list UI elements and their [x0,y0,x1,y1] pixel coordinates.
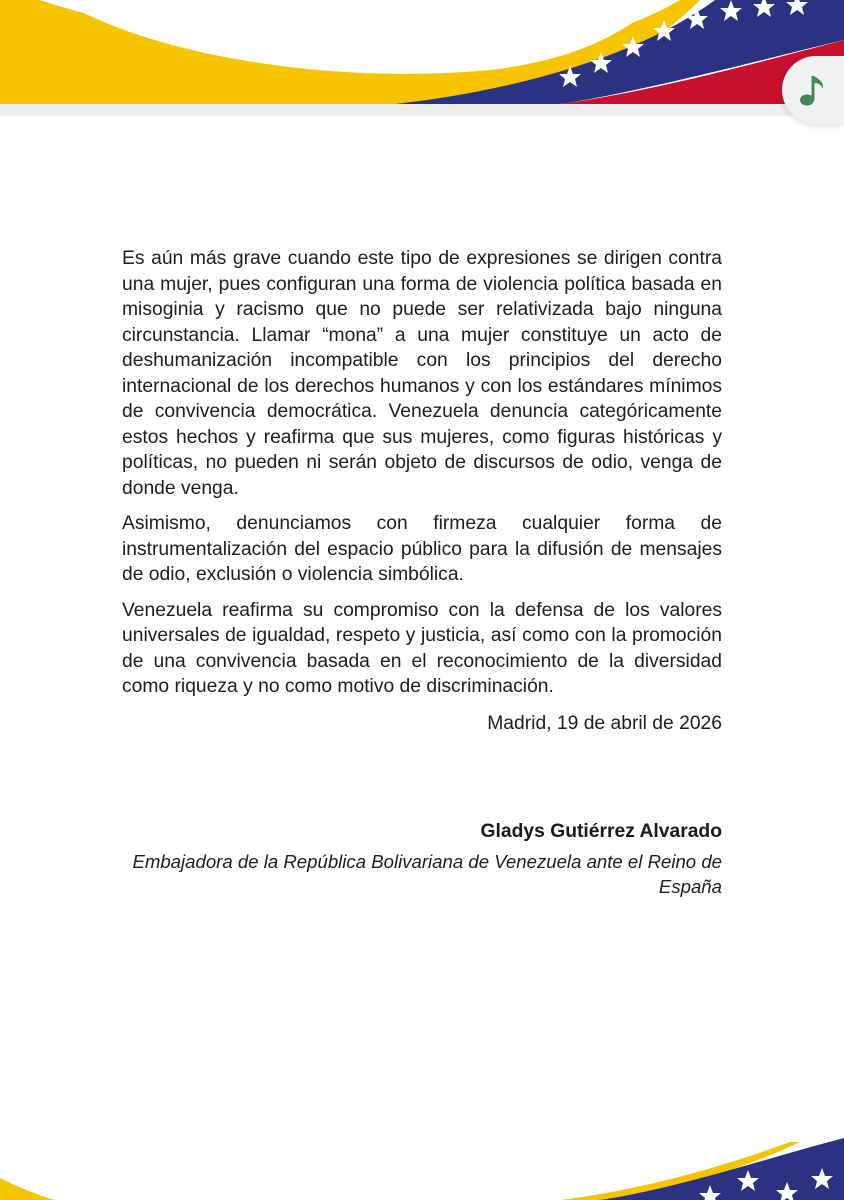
signer-name: Gladys Gutiérrez Alvarado [480,821,722,842]
music-note-icon [798,73,828,107]
flag-wave-graphic [0,0,844,118]
footer-flag-banner [0,1130,844,1200]
header-flag-banner [0,0,844,118]
music-toggle-button[interactable] [782,56,844,124]
signer-title: Embajadora de la República Bolivariana de Venezuela ante el Reino de España [132,851,722,897]
place-date: Madrid, 19 de abril de 2026 [487,713,722,734]
header-separator-strip [0,104,844,116]
letter-body [122,246,722,710]
footer-flag-wave-graphic [0,1130,844,1200]
paragraph-misogyny: Es aún más grave cuando este tipo de expresiones se dirigen contra una mujer, pues configuran una forma de violencia política basada en misoginia y racismo que no puede ser relativizada bajo ninguna circunstancia. Llamar “mona” a una mujer constituye un acto de deshumanización incompatible con los principios del derecho internacional de los derechos humanos y con los estándares mínimos de convivencia democrática. Venezuela denuncia categóricamente estos hechos y reafirma que sus mujeres, como figuras históricas y políticas, no pueden ni serán objeto de discursos de odio, venga de donde venga. [122,248,722,499]
footer-yellow-band [0,1178,55,1200]
paragraph-commitment: Venezuela reafirma su compromiso con la defensa de los valores universales de igualdad, respeto y justicia, así como con la promoción de una convivencia basada en el reconocimiento de la diversidad como riqueza y no como motivo de discriminación. [122,599,722,697]
paragraph-public-space: Asimismo, denunciamos con firmeza cualquier forma de instrumentalización del espacio público para la difusión de mensajes de odio, exclusión o violencia simbólica. [122,513,722,585]
